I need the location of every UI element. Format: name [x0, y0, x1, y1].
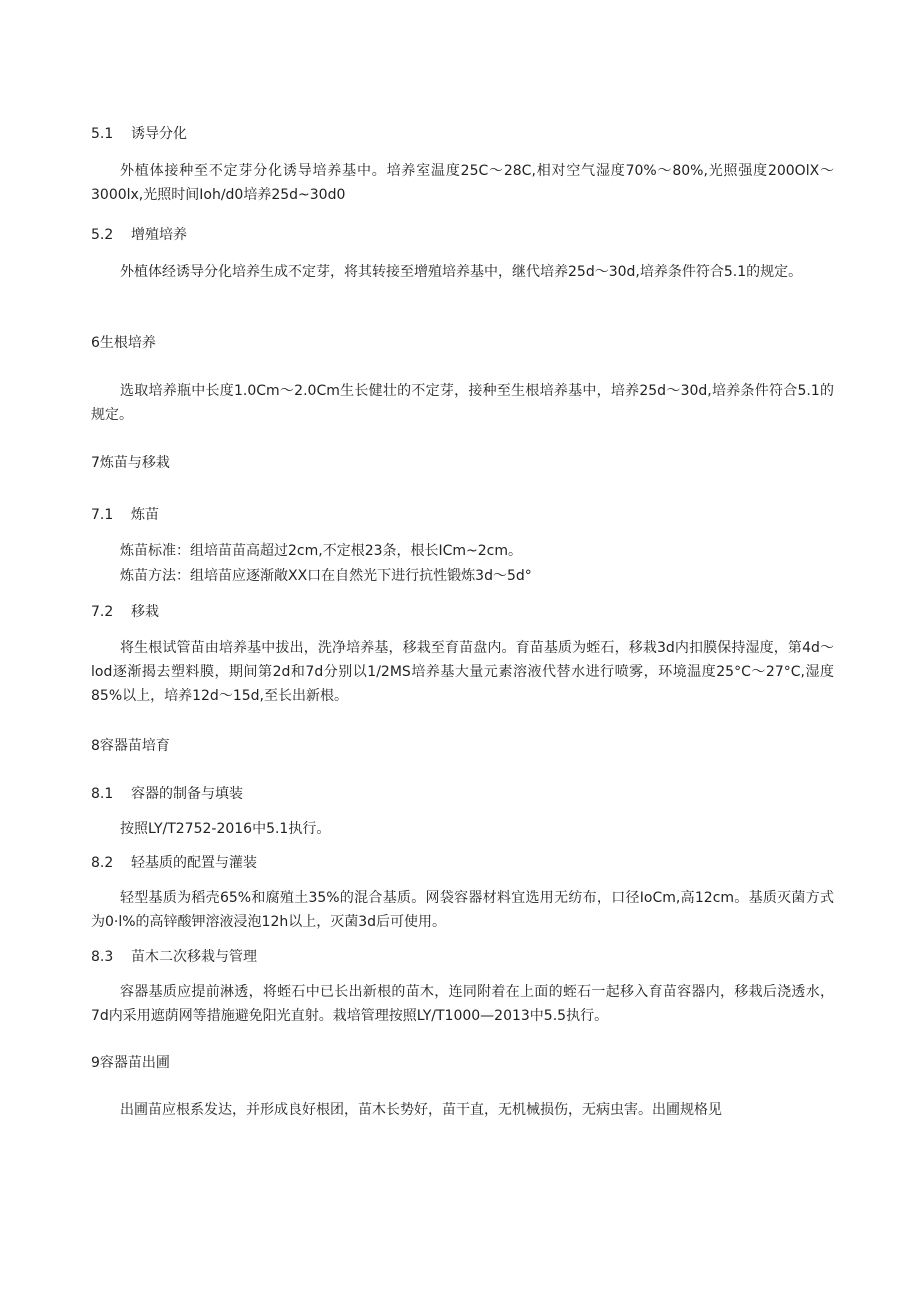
section-title: 移栽	[131, 604, 159, 620]
paragraph-8-2: 轻型基质为稻壳65%和腐殖土35%的混合基质。网袋容器材料宜选用无纺布，口径IoCm,高12cm。基质灭菌方式为0·l%的高锌酸钾溶液浸泡12h以上，灭菌3d后可使用。	[91, 890, 834, 930]
section-title: 轻基质的配置与灌装	[131, 855, 257, 871]
section-heading-8-3	[91, 949, 257, 965]
section-heading-8: 8容器苗培育	[91, 738, 170, 754]
section-heading-5-2	[91, 227, 187, 243]
section-number: 5.1	[91, 126, 114, 142]
section-title: 容器的制备与填装	[131, 786, 243, 802]
paragraph-8-3: 容器基质应提前淋透，将蛭石中已长出新根的苗木，连同附着在上面的蛭石一起移入育苗容器内，移栽后浇透水，7d内采用遮荫网等措施避免阳光直射。栽培管理按照LY/T1000—2013中5.5执行。	[91, 984, 834, 1024]
section-title: 增殖培养	[131, 227, 187, 243]
section-heading-8-1	[91, 786, 243, 802]
section-heading-7: 7炼苗与移栽	[91, 455, 170, 471]
paragraph-5-1: 外植体接种至不定芽分化诱导培养基中。培养室温度25C～28C,相对空气湿度70%～80%,光照强度200OlX～3000lx,光照时间Ioh∕d0培养25d~30d0	[91, 163, 834, 203]
section-number: 7.1	[91, 507, 114, 523]
section-number: 7.2	[91, 604, 114, 620]
paragraph-5-2: 外植体经诱导分化培养生成不定芽，将其转接至增殖培养基中，继代培养25d～30d,培养条件符合5.1的规定。	[120, 264, 803, 280]
paragraph-7-2: 将生根试管苗由培养基中拔出，洗净培养基，移栽至育苗盘内。育苗基质为蛭石，移栽3d内扣膜保持湿度，第4d～lod逐渐揭去塑料膜，期间第2d和7d分别以1/2MS培养基大量元素溶液代替水进行喷雾，环境温度25°C～27°C,湿度85%以上，培养12d～15d,至长出新根。	[91, 640, 834, 704]
section-heading-9: 9容器苗出圃	[91, 1055, 170, 1071]
section-heading-7-1	[91, 507, 159, 523]
section-number: 8.1	[91, 786, 114, 802]
paragraph-9: 出圃苗应根系发达，并形成良好根团，苗木长势好，苗干直，无机械损伤，无病虫害。出圃规格见	[120, 1102, 722, 1118]
section-heading-6: 6生根培养	[91, 335, 156, 351]
section-number: 8.2	[91, 855, 114, 871]
section-title: 诱导分化	[131, 126, 187, 142]
section-heading-7-2	[91, 604, 159, 620]
paragraph-8-1: 按照LY/T2752-2016中5.1执行。	[120, 821, 331, 837]
paragraph-7-1-method: 炼苗方法：组培苗应逐渐敞XX口在自然光下进行抗性锻炼3d～5d°	[120, 568, 532, 584]
section-number: 5.2	[91, 227, 114, 243]
paragraph-7-1-standard: 炼苗标准：组培苗苗高超过2cm,不定根23条，根长ICm~2cm。	[120, 543, 523, 559]
section-number: 8.3	[91, 949, 114, 965]
paragraph-6: 选取培养瓶中长度1.0Cm～2.0Cm生长健壮的不定芽，接种至生根培养基中，培养25d～30d,培养条件符合5.1的规定。	[91, 383, 834, 423]
section-title: 炼苗	[131, 507, 159, 523]
section-title: 苗木二次移栽与管理	[131, 949, 257, 965]
section-heading-5-1	[91, 126, 187, 142]
section-heading-8-2	[91, 855, 257, 871]
